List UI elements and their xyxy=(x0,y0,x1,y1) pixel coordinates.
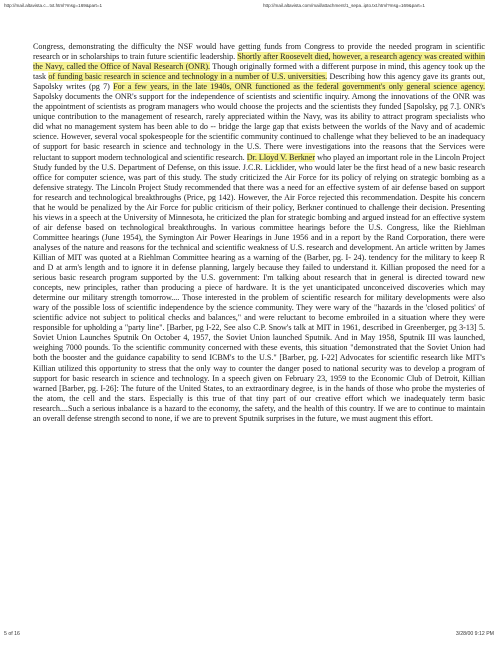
page-footer xyxy=(4,631,494,641)
highlighted-text: of funding basic research in science and technology in a number of U.S. universities. xyxy=(48,72,328,82)
body-text-segment: who played an important role in the Lincoln Project Study funded by the U.S. Department of Defense, on this issue. J.C.R. Licklider, who would later be the first head of a new basic research office for computer science, was part of this study. The study criticized the Air Force for its policy of relying on strategic bombing as a defensive strategy. The Lincoln Project Study recommended that there was a need for an effective system of air defense based on support for research and technological breakthroughs (Price, pg 142). However, the Air Force rejected this recommendation. Despite his concern that he would be penalized by the Air Force for public criticism of their policy, Berkner continued to challenge their decision. Presenting his views in a speech at the University of Minnesota, he criticized the plan for strategic bombing and argued instead for an effective system of air defense based on technological breakthroughs. In various committee hearings before the U.S. Congress, like the Riehlman Committee hearings (June 1954), the Symington Air Power Hearings in June 1956 and in a report by the Rand Corporation, there were analyses of the nature and reasons for the technical and scientific weakness of U.S. research and development. An article written by James Killian of MIT was quoted at a Riehlman Committee hearing as a warning of the (Barber, pg. I- 24). tendency for the military to keep R and D at arm's length and to ignore it in defense planning, largely because they failed to understand it. Killian proposed the need for a serious basic research program supported by the U.S. government: I'm talking about research that in general is directed toward new concepts, new principles, rather than producing a piece of hardware. It is the yet unanticipated unconceived discoveries which may determine our military strength tomorrow.... Those interested in the problem of scientific research for military developments were also wary of the possible loss of scientific independence by the science community. They were wary of the "hazards in the 'closed politics' of scientific advice not subject to political checks and balances," and were reluctant to become embroiled in a situation where they were responsible for upholding a "party line". [Barber, pg I-22, See also C.P. Snow's talk at MIT in 1961, described in Greenberger, pg 3-13] 5. Soviet Union Launches Sputnik On October 4, 1957, the Soviet Union launched Sputnik. And in May 1958, Sputnik III was launched, weighing 7000 pounds. To the scientific community concerned with these events, this situation "demonstrated that the Soviet Union had both the booster and the guidance capability to send ICBM's to the U.S." [Barber, pg. I-22] Advocates for scientific research like MIT's Killian utilized this opportunity to stress that the only way to counter the danger posed to national security was to develop a program of support for basic research in science and technology. In a speech given on February 23, 1959 to the Economic Club of Detroit, Killian warned [Barber, pg. I-26]: The future of the United States, to an extraordinary degree, is in the hands of those who probe the mysteries of the atom, the cell and the stars. Especially is this true of that tiny part of our creative effort which we inadequately term basic research....Such a serious inbalance is a hazard to the economy, the safety, and the health of this country. If we are to continue to maintain an overall defense strength second to none, if we are to prevent Sputnik surprises in the future, we must augment this effort. xyxy=(33,152,485,423)
body-paragraph xyxy=(33,42,485,424)
body-text-segment: Though originally formed with a different purpose in mind, this agency took up the task xyxy=(33,62,485,82)
page-header xyxy=(4,3,496,12)
highlighted-text: Dr. Lloyd V. Berkner xyxy=(246,152,316,162)
body-text-segment: Describing how this agency gave its grants out, Sapolsky writes (pg 7) xyxy=(33,72,485,92)
header-left-url: http://mail.altavista.c...txt.html?msg=169&part=1 xyxy=(4,3,103,8)
highlighted-text: For a few years, in the late 1940s, ONR functioned as the federal government's only general science agency. xyxy=(113,82,485,92)
document-body xyxy=(33,42,485,424)
page-number: 5 of 16 xyxy=(4,631,20,637)
print-datetime: 3/28/00 9:12 PM xyxy=(455,631,494,637)
header-right-url: http://mail.altavista.com/mail/attachment/1_sepa..ipto.txt.html?msg=169&part=1 xyxy=(263,3,425,8)
body-text-segment: Sapolsky documents the ONR's support for the independence of scientists and scientific inquiry. Among the innovations of the ONR was the appointment of scientists as program managers who would choose the projects and the scientists they funded [Sapolsky, pg 7.]. ONR's unique contribution to the management of research, rarely appreciated within the Navy, was its ability to attract program specialists who did what no management system has been able to do -- bridge the large gap that exists between the worlds of the Navy and of academic science. However, several vocal spokespeople for the scientific community continued to challenge what they believed to be an inadequacy of support for basic research in science and technology in the U.S. There were investigations into the reasons that the Services were reluctant to support modern technological and scientific research. xyxy=(33,92,485,162)
body-text-segment: Congress, demonstrating the difficulty the NSF would have getting funds from Congress to provide the needed program in scientific research or in scholarships to train future scientific leadership. xyxy=(33,42,485,62)
highlighted-text: Shortly after Roosevelt died, however, a research agency was created within the Navy, called the Office of Naval Research (ONR). xyxy=(33,52,485,72)
